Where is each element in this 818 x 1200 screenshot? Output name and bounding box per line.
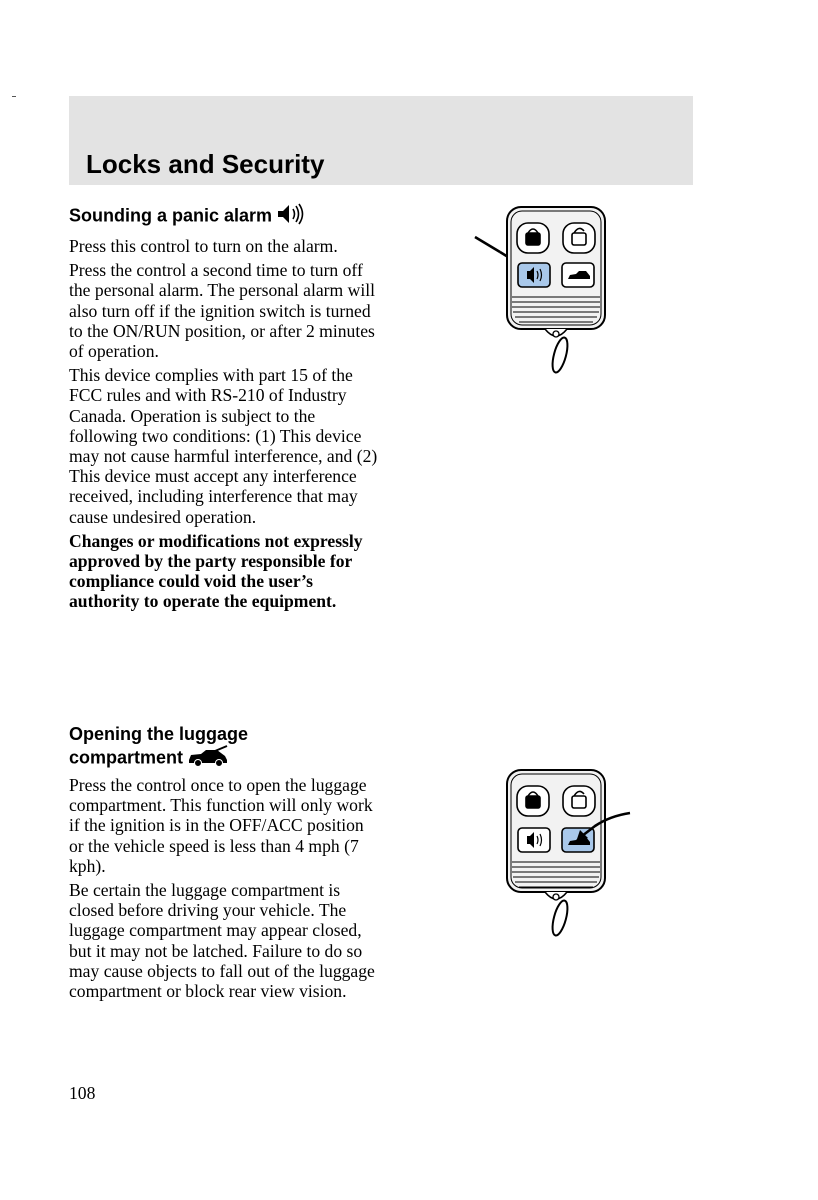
panic-alarm-heading [69,203,379,230]
car-trunk-icon [187,745,229,772]
luggage-heading-line1: Opening the luggage [69,724,248,744]
lock-button-2 [517,786,549,816]
fob-figure-trunk [470,768,640,945]
panic-button-2 [518,828,550,852]
callout-arrow-panic [475,237,500,252]
lock-button-1 [517,223,549,253]
speaker-alarm-icon [276,203,306,230]
unlock-button-1 [563,223,595,253]
panic-button-1 [518,263,550,287]
trunk-button-1 [562,263,594,287]
luggage-paragraph-2: Be certain the luggage compartment is closed before driving your vehicle. The luggage compartment may appear closed, but it may not be latched. Failure to do so may cause objects to fall out of the luggage compartment or block rear view vision. [69,880,375,1002]
luggage-paragraph-1: Press the control once to open the luggage compartment. This function will only work if the ignition is in the OFF/ACC position or the vehicle speed is less than 4 mph (7 kph). [69,775,373,876]
luggage-heading-text: compartment [69,747,184,768]
page-title: Locks and Security [86,149,325,179]
luggage-section [69,724,379,1005]
fob-figure-panic [470,205,615,382]
panic-alarm-heading-text: Sounding a panic alarm [69,205,273,226]
panic-alarm-paragraph-2: Press the control a second time to turn off the personal alarm. The personal alarm will also turn off if the ignition switch is turned to the ON/RUN position, or after 2 minutes of operation. [69,260,375,362]
compliance-warning: Changes or modifications not expressly approved by the party responsible for compliance could void the user’s authority to operate the equipment. [69,530,363,612]
page-number: 108 [69,1083,96,1103]
panic-alarm-paragraph-1: Press this control to turn on the alarm. [69,236,338,256]
fcc-compliance-paragraph: This device complies with part 15 of the FCC rules and with RS-210 of Industry Canada. Operation is subject to the following two conditions: (1) This device may not cause harmful interference, and (2) This device must accept any interference received, including interference that may cause undesired operation. [69,365,378,527]
panic-alarm-section [69,203,379,616]
page-corner-mark [12,96,16,97]
luggage-heading-line2 [69,745,379,772]
unlock-button-2 [563,786,595,816]
section-header-band [69,96,693,185]
